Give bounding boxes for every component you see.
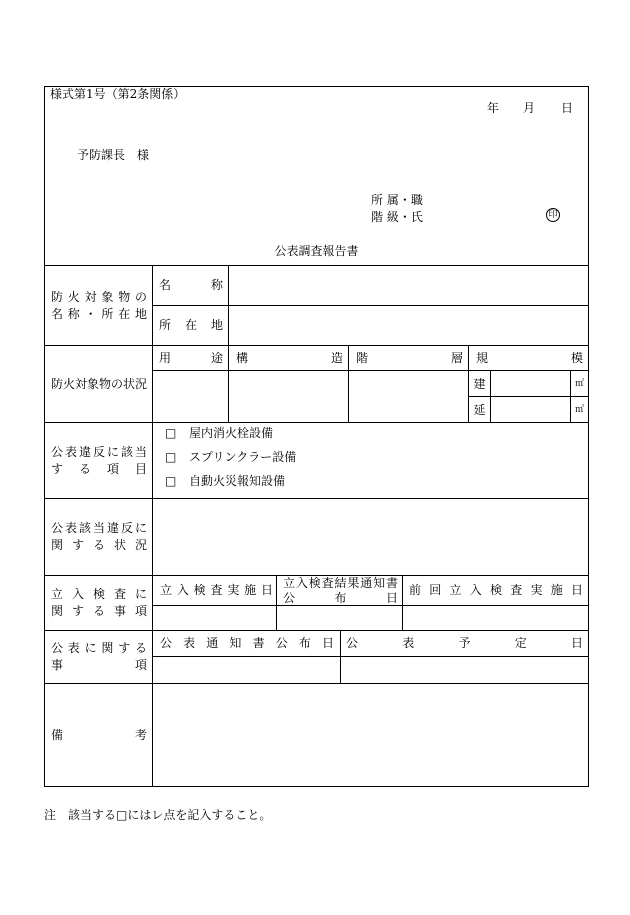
remarks-label: 備考: [51, 727, 147, 742]
violation-items-label-line-2: する項目: [51, 461, 147, 476]
violation-status-label-line-2: 関する状況: [51, 538, 147, 552]
floors-field[interactable]: [348, 370, 469, 423]
inspection-label-line-1: 立入検査に: [51, 587, 147, 601]
inspection-label-line-2: 関する事項: [51, 604, 147, 618]
status-label-cell: [44, 345, 153, 423]
structure-label: 構造: [236, 350, 343, 365]
check-item-sprinkler: [165, 450, 588, 474]
total-floor-area-field[interactable]: [490, 396, 571, 423]
publication-label-line-2: 事項: [51, 658, 147, 672]
inspection-label-cell: [44, 575, 153, 631]
building-area-label-cell: [468, 370, 491, 397]
previous-inspection-date-field[interactable]: [402, 605, 589, 631]
use-field[interactable]: [152, 370, 229, 423]
addressee: 予防課長 様: [77, 148, 150, 162]
violation-status-label-cell: [44, 498, 153, 576]
checkbox-indoor-hydrant[interactable]: □: [165, 426, 177, 440]
building-area-field[interactable]: [490, 370, 571, 397]
sender-affiliation-label: 所 属・職: [371, 193, 423, 207]
inspection-date-field[interactable]: [152, 605, 277, 631]
address-label-cell: [152, 305, 229, 346]
footnote: 注 該当する□にはレ点を記入すること。: [44, 808, 272, 822]
floors-header-cell: [348, 345, 469, 371]
total-floor-area-unit-cell: [570, 396, 589, 423]
check-item-label: 自動火災報知設備: [189, 474, 286, 488]
total-floor-area-label: 延: [473, 402, 486, 417]
use-label: 用途: [159, 350, 223, 365]
publication-notice-date-field[interactable]: [152, 656, 341, 684]
publication-scheduled-label: 公表予定日: [346, 636, 583, 650]
result-notice-date-field[interactable]: [276, 605, 403, 631]
total-floor-area-unit: ㎡: [574, 404, 584, 415]
status-label: 防火対象物の状況: [51, 376, 148, 391]
check-item-indoor-hydrant: [165, 426, 588, 450]
building-area-unit-cell: [570, 370, 589, 397]
publication-notice-label: 公表通知書公布日: [160, 636, 334, 650]
publication-scheduled-date-field[interactable]: [340, 656, 589, 684]
remarks-field[interactable]: [152, 683, 589, 787]
result-notice-label-line-1: 立入検査結果通知書: [283, 575, 398, 590]
building-area-unit: ㎡: [574, 378, 584, 389]
sender-rank-name-label: 階 級・氏: [371, 210, 423, 224]
previous-inspection-header-cell: [402, 575, 589, 606]
name-field[interactable]: [228, 265, 589, 306]
publication-label-cell: [44, 630, 153, 684]
check-item-fire-alarm: [165, 474, 588, 498]
property-label-cell: [44, 265, 153, 346]
property-label-line-2: 名称・所在地: [51, 306, 147, 321]
name-label-cell: [152, 265, 229, 306]
result-notice-header-cell: [276, 575, 403, 606]
scale-header-cell: [468, 345, 589, 371]
building-area-label: 建: [473, 376, 486, 391]
date-year-label: 年: [487, 101, 500, 115]
floors-label: 階層: [356, 350, 463, 365]
header-section: [44, 86, 589, 266]
name-label: 名称: [159, 278, 223, 292]
previous-inspection-label: 前回立入検査実施日: [409, 583, 583, 597]
address-label: 所在地: [159, 318, 223, 332]
scale-label: 規模: [476, 350, 583, 365]
check-item-label: 屋内消火栓設備: [189, 426, 274, 440]
date-month-label: 月: [523, 101, 536, 115]
inspection-date-label: 立入検査実施日: [160, 583, 273, 597]
remarks-label-cell: [44, 683, 153, 787]
form-number: 様式第1号（第2条関係）: [50, 87, 186, 101]
violation-items-label-line-1: 公表違反に該当: [51, 444, 147, 459]
publication-scheduled-header-cell: [340, 630, 589, 657]
seal-icon: 印: [546, 208, 560, 222]
result-notice-label-line-2: 公布日: [283, 590, 398, 605]
checkbox-sprinkler[interactable]: □: [165, 450, 177, 464]
total-floor-area-label-cell: [468, 396, 491, 423]
date-day-label: 日: [561, 101, 574, 115]
use-header-cell: [152, 345, 229, 371]
structure-header-cell: [228, 345, 349, 371]
violation-items-cell: [152, 422, 589, 499]
publication-label-line-1: 公表に関する: [51, 641, 147, 655]
publication-notice-header-cell: [152, 630, 341, 657]
inspection-date-header-cell: [152, 575, 277, 606]
property-label-line-1: 防火対象物の: [51, 289, 147, 304]
violation-status-field[interactable]: [152, 498, 589, 576]
checkbox-fire-alarm[interactable]: □: [165, 474, 177, 488]
form-title: 公表調査報告書: [274, 244, 359, 258]
structure-field[interactable]: [228, 370, 349, 423]
violation-items-label-cell: [44, 422, 153, 499]
check-item-label: スプリンクラー設備: [189, 450, 297, 464]
violation-status-label-line-1: 公表該当違反に: [51, 521, 147, 535]
address-field[interactable]: [228, 305, 589, 346]
